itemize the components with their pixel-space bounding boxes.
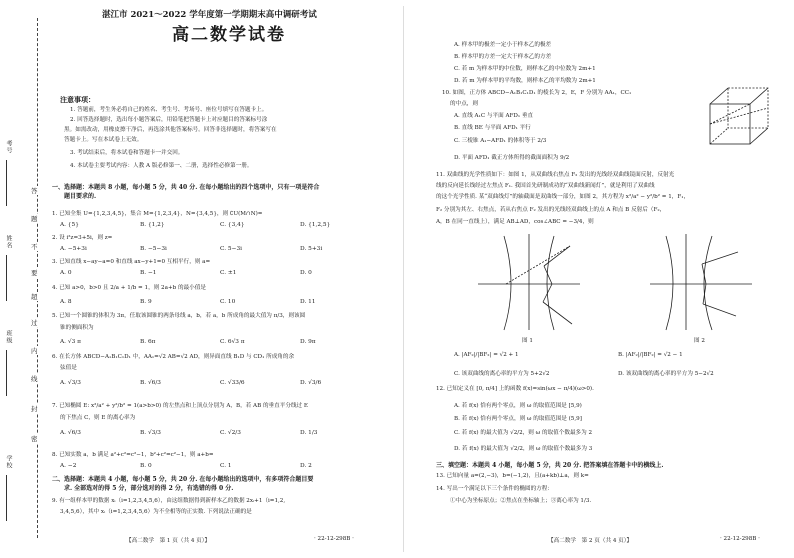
q7-option-a: A. √6/3 <box>60 430 81 436</box>
label-banji: 班级 <box>5 330 12 344</box>
notice-line: 2. 回答选择题时，选出每小题答案后，用铅笔把答题卡上对应题目的答案标号涂 <box>70 117 268 123</box>
seal-word: 不 <box>31 243 38 251</box>
q4-option-c: C. 10 <box>220 299 236 305</box>
seal-word: 超 <box>31 293 38 301</box>
page-divider <box>403 6 404 552</box>
q3-option-d: D. 0 <box>300 270 312 276</box>
q8-option-a: A. −2 <box>60 463 77 469</box>
question-12: 12. 已知定义在 [0, π/4] 上的函数 f(x)=sin(ωx − π/4)(ω>0). <box>436 386 594 392</box>
question-6-cont: 弦值是 <box>60 365 77 371</box>
banji-blank <box>6 350 7 396</box>
notice-heading: 注意事项： <box>60 95 95 104</box>
q1-option-c: C. {3,4} <box>220 222 245 228</box>
question-7: 7. 已知椭圆 E: x²/a² + y²/b² = 1(a>b>0) 的左焦点和上顶点分别为 A，B，若 AB 的垂直平分线过 E <box>52 403 308 409</box>
section-2-heading: 二、选择题：本题共 4 小题，每小题 5 分，共 20 分. 在每小题给出的选项中，有多项符合题目要 <box>52 476 314 483</box>
q2-option-d: D. 5+3i <box>300 246 323 252</box>
q9-option-c: C. 若 m 为样本甲的中位数，则样本乙的中位数为 2m+1 <box>454 66 596 72</box>
q11-option-b: B. |AF₂|/|BF₂| = √2 − 1 <box>618 352 683 358</box>
figure-2-caption: 图 2 <box>694 338 705 344</box>
question-11-cont: F₂ 分别为其左、右焦点，若从右焦点 F₂ 发出的光线经双曲线上的点 A 和点 B 反射后（F₂， <box>436 207 666 213</box>
binding-margin <box>0 0 44 558</box>
q4-option-d: D. 11 <box>300 299 316 305</box>
q12-option-b: B. 若 f(x) 恰有两个零点，则 ω 的取值范围是 (5,9] <box>454 416 582 422</box>
q6-option-d: D. √3/6 <box>300 380 322 386</box>
q12-option-d: D. 若 f(x) 的最大值为 √2/2，则 ω 的取值个数最多为 3 <box>454 446 593 452</box>
q11-option-a: A. |AF₂|/|BF₂| = √2 + 1 <box>454 352 519 358</box>
seal-word: 要 <box>31 269 38 277</box>
kaohao-blank <box>6 160 7 206</box>
q7-option-b: B. √3/3 <box>140 430 161 436</box>
q1-option-a: A. {5} <box>60 222 79 228</box>
question-1: 1. 已知全集 U={1,2,3,4,5}，集合 M={1,2,3,4}，N={3,4,5}，则 ∁U(M∩N)= <box>52 211 263 217</box>
footer-page-1: 【高二数学 第 1 页（共 4 页）】 <box>126 538 211 544</box>
main-title: 高二数学试卷 <box>172 25 286 45</box>
notice-line: 3. 考试结束后，将本试卷和答题卡一并交回。 <box>70 150 184 156</box>
question-9-cont: 3,4,5,6），其中 xᵢ（i=1,2,3,4,5,6）为不全相等的正实数. 下列说法正确的是 <box>60 509 252 515</box>
xuexiao-blank <box>6 475 7 521</box>
q7-option-d: D. 1/3 <box>300 430 318 436</box>
question-7-cont: 的下焦点 C，则 E 的离心率为 <box>60 415 136 421</box>
question-9: 9. 有一组样本甲的数据 xᵢ（i=1,2,3,4,5,6），由这组数据得到新样本乙的数据 2xᵢ+1（i=1,2, <box>52 498 286 504</box>
question-11-cont: A，B 在同一直线上），满足 AB⊥AD，cos∠ABC = −3/4，则 <box>436 219 594 225</box>
section-3-heading: 三、填空题：本题共 4 小题，每小题 5 分，共 20 分. 把答案填在答题卡中的横线上. <box>436 462 664 469</box>
q1-option-d: D. {1,2,5} <box>300 222 331 228</box>
q9-option-a: A. 样本甲的极差一定小于样本乙的极差 <box>454 42 552 48</box>
q11-option-d: D. 该双曲线的离心率的平方为 5−2√2 <box>618 371 714 377</box>
q6-option-b: B. √6/3 <box>140 380 161 386</box>
footer-code-1: · 22-12-298B · <box>314 536 354 542</box>
footer-code-2: · 22-12-298B · <box>720 536 760 542</box>
question-10: 10. 如图，正方体 ABCD−A₁B₁C₁D₁ 的棱长为 2，E，F 分别为 AA₁，CC₁ <box>442 90 632 96</box>
seal-word: 答 <box>31 187 38 195</box>
q5-option-a: A. √3 π <box>60 339 81 345</box>
notice-line: 1. 答题前，考生务必将自己的姓名、考生号、考场号、座位号填写在答题卡上。 <box>70 107 268 113</box>
q9-option-b: B. 样本甲的方差一定大于样本乙的方差 <box>454 54 552 60</box>
question-5: 5. 已知一个圆锥的体积为 3π，任取该圆锥的两条母线 a，b，若 a，b 所成角的最大值为 π/3，则该圆 <box>52 313 306 319</box>
hyperbola-figure-1 <box>474 230 584 336</box>
q2-option-c: C. 5−3i <box>220 246 243 252</box>
q6-option-c: C. √33/6 <box>220 380 245 386</box>
q11-option-c: C. 该双曲线的离心率的平方为 5+2√2 <box>454 371 550 377</box>
q12-option-c: C. 若 f(x) 的最大值为 √2/2，则 ω 的取值个数最多为 2 <box>454 430 593 436</box>
cube-figure <box>704 84 776 150</box>
question-4: 4. 已知 a>0，b>0 且 2/a + 1/b = 1，则 2a+b 的最小值是 <box>52 285 206 291</box>
q5-option-d: D. 9π <box>300 339 316 345</box>
question-8: 8. 已知实数 a，b 满足 a²+c²=c²−1，b²+c²=c²−1，则 a+b= <box>52 452 214 458</box>
q6-option-a: A. √3/3 <box>60 380 81 386</box>
notice-line: 4. 本试卷主要考试内容：人教 A 版必修第一、二册，选择性必修第一册。 <box>70 163 253 169</box>
question-13: 13. 已知向量 a=(2,−3)，b=(−1,2)，且(a+kb)⊥a，则 k= <box>436 473 589 479</box>
exam-title: 湛江市 2021～2022 学年度第一学期期末高中调研考试 <box>102 10 317 20</box>
section-1-heading-cont: 题目要求的. <box>64 193 97 200</box>
question-3: 3. 已知直线 x−ay−a=0 和直线 ax−y+1=0 互相平行，则 a= <box>52 259 211 265</box>
q9-option-d: D. 若 m 为样本甲的平均数，则样本乙的平均数为 2m+1 <box>454 78 596 84</box>
notice-line: 黑。如需改动，用橡皮擦干净后，再选涂其他答案标号。回答非选择题时，将答案写在 <box>64 127 277 133</box>
question-11-cont: 的这个光学性质. 某“双曲线灯”的轴截面是双曲线一部分，如图 2，其方程为 x²/a² − y²/b² = 1，F₁， <box>436 194 690 200</box>
label-xuexiao: 学校 <box>5 455 12 469</box>
question-11: 11. 双曲线的光学性质如下：如图 1，从双曲线右焦点 F₂ 发出的光线经双曲线镜面反射，反射光 <box>436 172 675 178</box>
q1-option-b: B. {1,2} <box>140 222 165 228</box>
q8-option-b: B. 0 <box>140 463 152 469</box>
q12-option-a: A. 若 f(x) 恰有两个零点，则 ω 的取值范围是 [5,9) <box>454 403 582 409</box>
q2-option-a: A. −5+3i <box>60 246 87 252</box>
question-14: 14. 写出一个满足以下三个条件的椭圆的方程： <box>436 486 553 492</box>
xingming-blank <box>6 255 7 301</box>
q10-option-a: A. 直线 A₁C 与平面 AFD₁ 垂直 <box>454 113 534 119</box>
q3-option-c: C. ±1 <box>220 270 237 276</box>
footer-page-2: 【高二数学 第 2 页（共 4 页）】 <box>548 538 633 544</box>
figure-1-caption: 图 1 <box>522 338 533 344</box>
q2-option-b: B. −5−3i <box>140 246 167 252</box>
section-1-heading: 一、选择题：本题共 8 小题，每小题 5 分，共 40 分. 在每小题给出的四个选项中，只有一项是符合 <box>52 184 320 191</box>
question-2: 2. 设 i²z=3+5i，则 z= <box>52 235 113 241</box>
page-2 <box>414 0 786 558</box>
hyperbola-figure-2 <box>646 230 756 336</box>
question-11-cont: 线的反向延长线经过左焦点 F₁. 我国首先研制成功的“双曲线新闻灯”，就是利用了双曲线 <box>436 183 655 189</box>
q5-option-c: C. 6√3 π <box>220 339 245 345</box>
label-kaohao: 考号 <box>5 140 12 154</box>
q4-option-a: A. 8 <box>60 299 72 305</box>
question-14-conditions: ①中心为坐标原点；②焦点在坐标轴上；③离心率为 1/3. <box>450 498 592 504</box>
page-1 <box>52 0 392 558</box>
q4-option-b: B. 9 <box>140 299 152 305</box>
q8-option-d: D. 2 <box>300 463 312 469</box>
q10-option-d: D. 平面 AFD₁ 截正方体所得的截面面积为 9/2 <box>454 155 570 161</box>
question-10-cont: 的中点，则 <box>450 101 478 107</box>
section-2-heading-cont: 求. 全部选对的得 5 分，部分选对的得 2 分，有选错的得 0 分. <box>64 485 234 492</box>
q8-option-c: C. 1 <box>220 463 232 469</box>
q5-option-b: B. 6π <box>140 339 156 345</box>
q7-option-c: C. √2/3 <box>220 430 241 436</box>
q3-option-b: B. −1 <box>140 270 157 276</box>
question-6: 6. 在长方体 ABCD−A₁B₁C₁D₁ 中，AA₁=√2 AB=√2 AD，则异面直线 B₁D 与 CD₁ 所成角的余 <box>52 354 295 360</box>
seal-word: 线 <box>31 375 38 383</box>
label-xingming: 姓名 <box>5 235 12 249</box>
q3-option-a: A. 0 <box>60 270 72 276</box>
seal-line <box>37 18 38 538</box>
seal-word: 封 <box>31 405 38 413</box>
seal-word: 密 <box>31 435 38 443</box>
notice-line: 答题卡上。写在本试卷上无效。 <box>64 137 143 143</box>
seal-word: 题 <box>31 215 38 223</box>
seal-word: 内 <box>31 347 38 355</box>
q10-option-c: C. 三棱锥 A₁−AFD₁ 的体积等于 2/3 <box>454 138 547 144</box>
q10-option-b: B. 直线 BE 与平面 AFD₁ 平行 <box>454 125 531 131</box>
question-5-cont: 锥的侧面积为 <box>60 325 94 331</box>
seal-word: 过 <box>31 319 38 327</box>
